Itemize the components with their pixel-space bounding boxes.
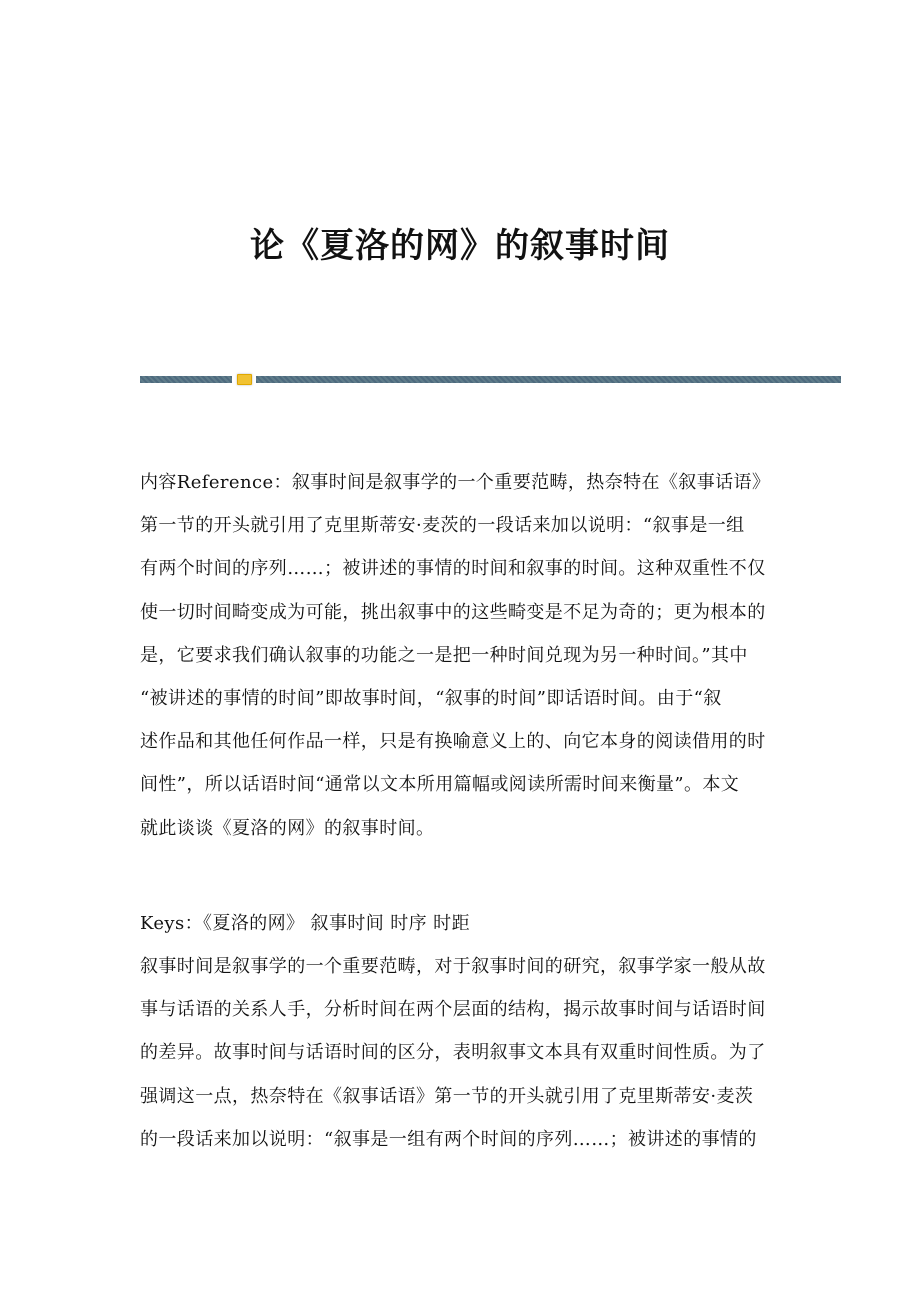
text-line: 就此谈谈《夏洛的网》的叙事时间。: [140, 817, 435, 839]
text-line: 事与话语的关系人手，分析时间在两个层面的结构，揭示故事时间与话语时间: [140, 999, 766, 1021]
divider-left: [140, 376, 232, 383]
text-line: 的差异。故事时间与话语时间的区分，表明叙事文本具有双重时间性质。为了: [140, 1042, 766, 1064]
text-line: 有两个时间的序列……；被讲述的事情的时间和叙事的时间。这种双重性不仅: [140, 558, 766, 580]
text-line: 使一切时间畸变成为可能，挑出叙事中的这些畸变是不足为奇的；更为根本的: [140, 601, 766, 623]
document-title: 论《夏洛的网》的叙事时间: [250, 226, 670, 266]
divider-ornament-icon: [237, 374, 252, 385]
keywords: Keys：《夏洛的网》 叙事时间 时序 时距: [140, 913, 470, 934]
text-line: 强调这一点，热奈特在《叙事话语》第一节的开头就引用了克里斯蒂安·麦茨: [140, 1085, 754, 1107]
text-line: “被讲述的事情的时间”即故事时间，“叙事的时间”即话语时间。由于“叙: [140, 688, 722, 709]
text-line: 的一段话来加以说明：“叙事是一组有两个时间的序列……；被讲述的事情的: [140, 1128, 757, 1150]
text-line: 内容Reference：叙事时间是叙事学的一个重要范畴，热奈特在《叙事话语》: [140, 472, 771, 493]
text-line: 述作品和其他任何作品一样，只是有换喻意义上的、向它本身的阅读借用的时: [140, 731, 766, 753]
text-line: 叙事时间是叙事学的一个重要范畴，对于叙事时间的研究，叙事学家一般从故: [140, 956, 766, 977]
text-line: 间性”，所以话语时间“通常以文本所用篇幅或阅读所需时间来衡量”。本文: [140, 774, 740, 796]
text-line: 是，它要求我们确认叙事的功能之一是把一种时间兑现为另一种时间。”其中: [140, 644, 748, 666]
divider-right: [256, 376, 841, 383]
text-line: 第一节的开头就引用了克里斯蒂安·麦茨的一段话来加以说明：“叙事是一组: [140, 515, 745, 537]
